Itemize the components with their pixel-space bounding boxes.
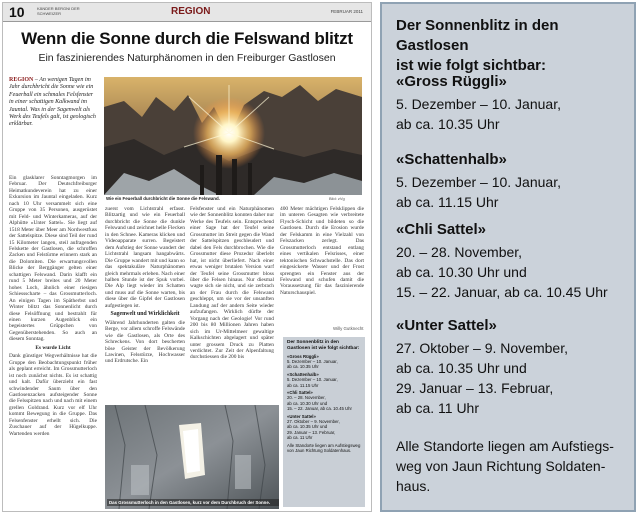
column-1-text: Ein glasklarer Sonntagmorgen im Februar. Der Deutschfreiburger Heimatkundeverein hat zu einer Exkursion im Jauntal eingeladen. Kurz nach 10 Uhr versammelt sich eine Gruppe von 35 Personen, ausgerüstet mit Feld- und Winterkameras, auf der Alphütte «Unter Sattel». Sie liegt auf 1518 Meter über Meer am Nordwestfuss der Sattelspitze. Diese sind Teil der rund 15 Kilometer langen, steil aufragenden Felskette der Gastlosen, die schroffen Zacken und Felstürme erinnern stark an die Dolomiten. Die erwartungsvollen Blicke der Berggänger gelten einer schattigen Felswand. Darin klafft ein rund 5 Meter breites und 20 Meter hohes Loch, ähnlich einer riesigen Schiessscharte – das Grossmutterloch. An einigen Tagen im Spätherbst und Winter blitzt das Sonnenlicht durch diese Felsöffnung und bestrahlt für einen kurzen Augenblick ein begeistertes Grüppchen von Gegenüberstehenden. So auch an diesem Sonntag. <box>9 175 97 343</box>
info-entry-line: ab ca. 11.15 Uhr <box>287 382 319 388</box>
article-subtitle: Ein faszinierendes Naturphänomen in den Freiburger Gastlosen <box>38 52 336 64</box>
info-entry-line: ab ca. 11 Uhr <box>287 435 313 441</box>
lead-place: REGION <box>9 77 34 83</box>
location-dates: 5. Dezember – 10. Januar, <box>396 174 561 190</box>
info-entry-line: ab ca. 10.35 Uhr <box>287 364 319 370</box>
location-schattenhalb <box>396 150 632 212</box>
page-number: 10 <box>9 4 25 20</box>
info-entry-name: «Unter Sattel» <box>287 413 316 419</box>
location-time: ab ca. 10.35 Uhr <box>396 116 500 132</box>
location-name: «Chli Sattel» <box>396 221 487 238</box>
location-time: ab ca. 10.30 Uhr und <box>396 264 527 280</box>
photo-2-caption: Das Grossmutterloch in den Gastlosen, kurz vor dem Durchbruch der Sonne. <box>107 499 279 506</box>
panel-title-line-1: Der Sonnenblitz in den Gastlosen <box>396 17 559 54</box>
info-box-footer: Alle Standorte liegen am Aufstiegsweg von Jaun Richtung Soldatenhaus. <box>287 442 361 454</box>
article-title: Wenn die Sonne durch die Felswand blitzt <box>21 29 353 48</box>
sunburst-info-box <box>283 337 365 507</box>
sunburst-times-panel <box>380 2 636 512</box>
rock-wall-photo-illustration <box>105 405 279 509</box>
column-2-text-2: Während Jahrhunderten galten die Berge, vor allem schroffe Felswände wie die Gastlosen, als Orte des Schreckens. Von dort bescherten böse Geister der Bevölkerung Lawinen, Felsstürze, Hochwasser und Erdrutsche. Ein <box>105 319 185 365</box>
photo-1-caption: Wie ein Feuerball durchbricht die Sonne die Felswand. <box>106 196 220 201</box>
info-box-entry <box>287 414 361 441</box>
rock-wall-photo <box>105 405 279 509</box>
article-column-2 <box>105 206 185 401</box>
info-entry-name: «Gross Rüggli» <box>287 353 319 359</box>
info-box-entry <box>287 354 361 370</box>
info-entry-name: «Chli Sattel» <box>287 390 313 396</box>
column-1-subhead: Es wurde Licht <box>35 344 71 351</box>
info-entry-line: 20. – 28. November, <box>287 395 326 401</box>
location-time: ab ca. 11.15 Uhr <box>396 194 499 210</box>
location-dates: 5. Dezember – 10. Januar, <box>396 96 561 112</box>
location-dates-2: 15. – 22. Januar, ab ca. 10.45 Uhr <box>396 284 608 300</box>
panel-footer <box>396 436 632 496</box>
photo-1-credit: Bild: zVg <box>329 196 345 201</box>
column-1-text-2: Dank günstiger Wegverhältnisse hat die Gruppe den Beobachtungspunkt früher als geplant erreicht. Im Grossmutterloch ist noch zunächst nichts. Es ist schattig und kalt. Dafür überzieht ein fast schwindender Saum über den Gastlosenzacken aufsteigender Sonne die Felsspitzen nach und nach mit einem grellen Goldrand. Kurz vor elf Uhr kommt Bewegung in die Gruppe. Das Felsenfenster erhellt sich. Die Zuschauer auf der Hügelkuppe. Wartenden werden <box>9 353 97 437</box>
info-box-entry <box>287 390 361 412</box>
panel-title-line-2: ist wie folgt sichtbar: <box>396 57 547 74</box>
author-credit: Willy Gutknecht <box>333 326 364 331</box>
info-entry-name: «Schattenhalb» <box>287 371 319 377</box>
newspaper-header-bar <box>3 3 371 22</box>
info-entry-line: ab ca. 10.30 Uhr und <box>287 400 328 406</box>
article-lead <box>9 77 99 129</box>
info-entry-line: 5. Dezember – 10. Januar, <box>287 359 338 364</box>
article-column-1 <box>9 175 97 505</box>
info-box-entry <box>287 372 361 388</box>
newspaper-page <box>2 2 372 512</box>
sunburst-photo-illustration <box>104 77 362 195</box>
panel-footer-line-2: weg von Jaun Richtung Soldaten- <box>396 458 606 474</box>
location-chli-sattel <box>396 220 632 302</box>
location-dates: 27. Oktober – 9. November, <box>396 340 568 356</box>
article-column-4: 400 Meter mächtigen Felsklippen die im unteren Gesagten wie verbreitete Flysch-Schicht und bildeten so die Gastlosen. Durch die Erosion wurde der Felskamm in eine Vielzahl von Felszacken zerlegt. Das Grossmutterloch entstand entlang eines vertikalen Felsrisses, einer tektonischen Schwachstelle. Das dort eingesickerte Wasser und der Frost sprengten ein Fenster aus der Felswand und schufen damit die Voraussetzung für das faszinierende Naturschauspiel. <box>280 206 364 296</box>
panel-title <box>396 16 626 76</box>
sunburst-photo <box>104 77 362 195</box>
info-entry-line: 29. Januar – 13. Februar, <box>287 429 336 435</box>
section-label: REGION <box>171 6 211 17</box>
column-2-subhead: Sagenwelt und Wirklichkeit <box>110 311 180 318</box>
info-entry-line: 15. – 22. Januar, ab ca. 10.45 Uhr <box>287 406 352 412</box>
location-unter-sattel <box>396 316 632 418</box>
issue-date: FEBRUAR 2011 <box>330 9 363 14</box>
publication-name: KÄNDER BERGNI DER SCHWEIZER <box>37 6 80 16</box>
panel-footer-line-3: haus. <box>396 478 431 494</box>
location-time: ab ca. 10.35 Uhr und <box>396 360 527 376</box>
location-gross-rueggli <box>396 72 632 134</box>
location-dates: 20. – 28. November, <box>396 244 523 260</box>
column-2-text: zuerst vom Lichtstrahl erfasst. Blitzartig und wie ein Feuerball durchbricht die Sonne die dunkle Felswand und zeichnet helle Flecken in den Schnee. Kameras klicken und Videoapparate surren. Begeistert dem Aufstieg der Sonne wandert der Lichtstrahl langsam hangabwärts. Die Gruppe wandert mit und kann so das spektakuläre Naturphänomen gleich mehrmals erleben. Nach einer halben Stunde ist der Spuk vorbei. Die Alp liegt wieder im Schatten und muss auf die Sonne warten, bis diese über die Gipfel der Gastlosen aufgestiegen ist. <box>105 206 185 309</box>
info-box-title: Der Sonnenblitz in den Gastlosen ist wie folgt sichtbar: <box>287 340 360 351</box>
location-name: «Unter Sattel» <box>396 317 497 334</box>
location-name: «Schattenhalb» <box>396 151 507 168</box>
location-time-2: ab ca. 11 Uhr <box>396 400 480 416</box>
info-entry-line: ab ca. 10.35 Uhr und <box>287 424 328 430</box>
panel-footer-line-1: Alle Standorte liegen am Aufstiegs- <box>396 438 614 454</box>
article-column-3: Felsfenster und ein Naturphänomen wie der Sonnenblitz konnten daher nur Werke des Teufels sein. Entsprechend einer Sage hat der Teufel seine Grossmutter im Streit gegen die Wand der Sattelspitzen geschleudert und dabei den Fels durchbrochen. Wie die Grossmutter diese Prozedur überlebt hat, ist nicht überliefert. Nach einer etwas weniger brutalen Version warf der Teufel seine Grossmutter bloss über die Felsen hinaus. Nur diesmal wagte sich sie nicht, und sie zerbrach an der Frau durch die Felswand geschleppt, um sie vor der unsanften Landung auf der andern Seite wieder aufzufangen. Wirklich dürfte der Vorgang nach der Geologie! Vor rund 200 bis 80 Millionen Jahren haben sich im Ur-Mittelmeer gewaltige Kalkschichten abgelagert und später unter grossem Druck zu Platten verdichtet. Zur Zeit der Alpenfaltung durchstiessen die 200 bis <box>190 206 274 361</box>
info-entry-line: 5. Dezember – 10. Januar, <box>287 377 338 383</box>
location-dates-2: 29. Januar – 13. Februar, <box>396 380 554 396</box>
lead-text: – An wenigen Tagen im Jahr durchbricht die Sonne wie ein Feuerball ein schmales Felsfenster in einer schattigen Kalkwand im Jauntal. Was in der Sagenwelt als Werk des Teufels galt, ist geologisch erklärbar. <box>9 77 96 128</box>
location-name: «Gross Rüggli» <box>396 73 507 90</box>
info-entry-line: 27. Oktober – 9. November, <box>287 419 340 425</box>
